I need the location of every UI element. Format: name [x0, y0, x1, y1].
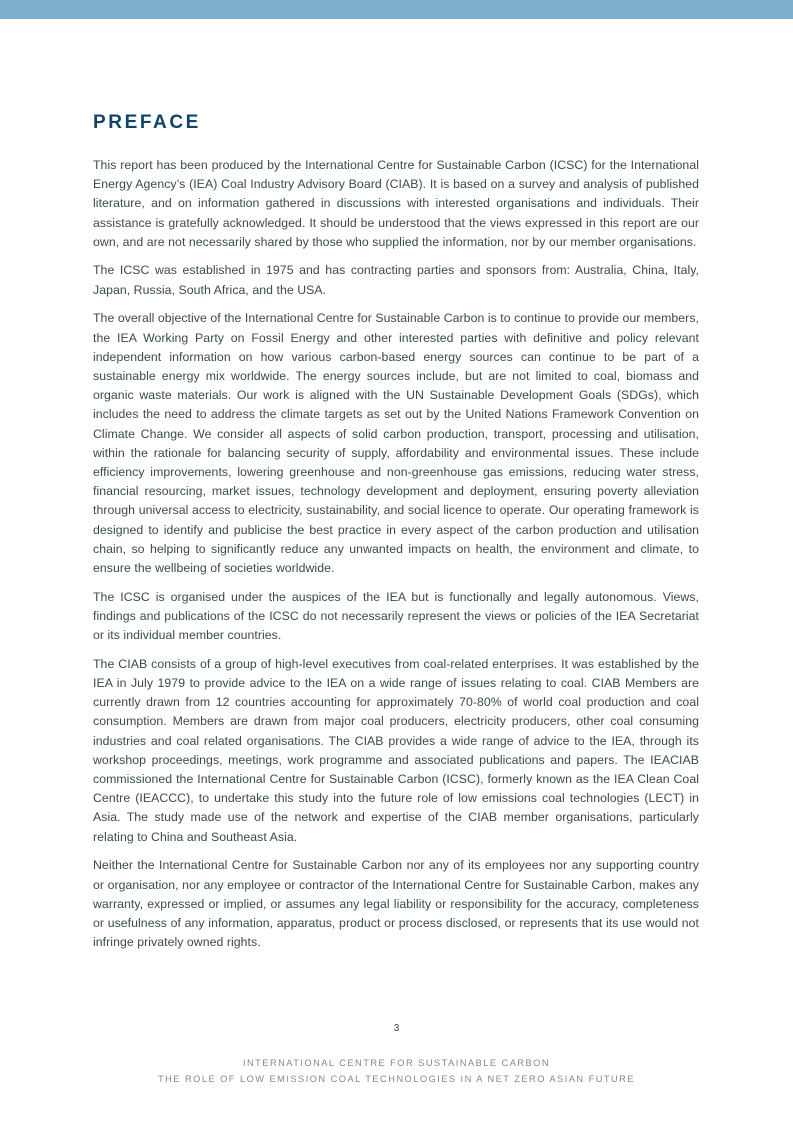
- paragraph-disclaimer: Neither the International Centre for Sustainable Carbon nor any of its employees nor any supporting country or organisation, nor any employee or contractor of the International Centre for Sustainable Carbon, makes any warranty, expressed or implied, or assumes any legal liability or responsibility for the accuracy, completeness or usefulness of any information, apparatus, product or process disclosed, or represents that its use would not infringe privately owned rights.: [93, 858, 699, 950]
- page-content: [93, 113, 699, 952]
- paragraph-icsc-established: The ICSC was established in 1975 and has contracting parties and sponsors from: Australia, China, Italy, Japan, Russia, South Africa, and the USA.: [93, 263, 699, 297]
- footer-organisation-name: INTERNATIONAL CENTRE FOR SUSTAINABLE CARBON: [242, 1058, 551, 1068]
- page-number: 3: [393, 1023, 400, 1034]
- paragraph-icsc-auspices: The ICSC is organised under the auspices of the IEA but is functionally and legally autonomous. Views, findings and publications of the ICSC do not necessarily represent the views or policies of the IEA Secretariat or its individual member countries.: [93, 589, 699, 643]
- paragraph-overall-objective: The overall objective of the International Centre for Sustainable Carbon is to continue to provide our members, the IEA Working Party on Fossil Energy and other interested parties with definitive and policy relevant independent information on how various carbon-based energy sources can continue to be part of a sustainable energy mix worldwide. The energy sources include, but are not limited to coal, biomass and organic waste materials. Our work is aligned with the UN Sustainable Development Goals (SDGs), which includes the need to address the climate targets as set out by the United Nations Framework Convention on Climate Change. We consider all aspects of solid carbon production, transport, processing and utilisation, within the rationale for balancing security of supply, affordability and environmental issues. These include efficiency improvements, lowering greenhouse and non-greenhouse gas emissions, reducing water stress, financial resourcing, market issues, technology development and deployment, ensuring poverty alleviation through universal access to electricity, sustainability, and social licence to operate. Our operating framework is designed to identify and publicise the best practice in every aspect of the carbon production and utilisation chain, so helping to significantly reduce any unwanted impacts on health, the environment and climate, to ensure the wellbeing of societies worldwide.: [93, 311, 699, 575]
- top-banner: [0, 0, 793, 19]
- paragraph-ciab: The CIAB consists of a group of high-level executives from coal-related enterprises. It was established by the IEA in July 1979 to provide advice to the IEA on a wide range of issues relating to coal. CIAB Members are currently drawn from 12 countries accounting for approximately 70-80% of world coal production and coal consumption. Members are drawn from major coal producers, electricity producers, other coal consuming industries and coal related organisations. The CIAB provides a wide range of advice to the IEA, through its workshop proceedings, meetings, work programme and associated publications and papers. The IEACIAB commissioned the International Centre for Sustainable Carbon (ICSC), formerly known as the IEA Clean Coal Centre (IEACCC), to undertake this study into the future role of low emissions coal technologies (LECT) in Asia. The study made use of the network and expertise of the CIAB member organisations, particularly relating to China and Southeast Asia.: [93, 656, 699, 844]
- footer-report-title: THE ROLE OF LOW EMISSION COAL TECHNOLOGIES IN A NET ZERO ASIAN FUTURE: [158, 1074, 635, 1084]
- paragraph-intro: This report has been produced by the International Centre for Sustainable Carbon (ICSC) for the International Energy Agency’s (IEA) Coal Industry Advisory Board (CIAB). It is based on a survey and analysis of published literature, and on information gathered in discussions with interested organisations and individuals. Their assistance is gratefully acknowledged. It should be understood that the views expressed in this report are our own, and are not necessarily shared by those who supplied the information, nor by our member organisations.: [93, 157, 699, 249]
- page-footer: [0, 1022, 793, 1087]
- page-title: PREFACE: [93, 112, 201, 133]
